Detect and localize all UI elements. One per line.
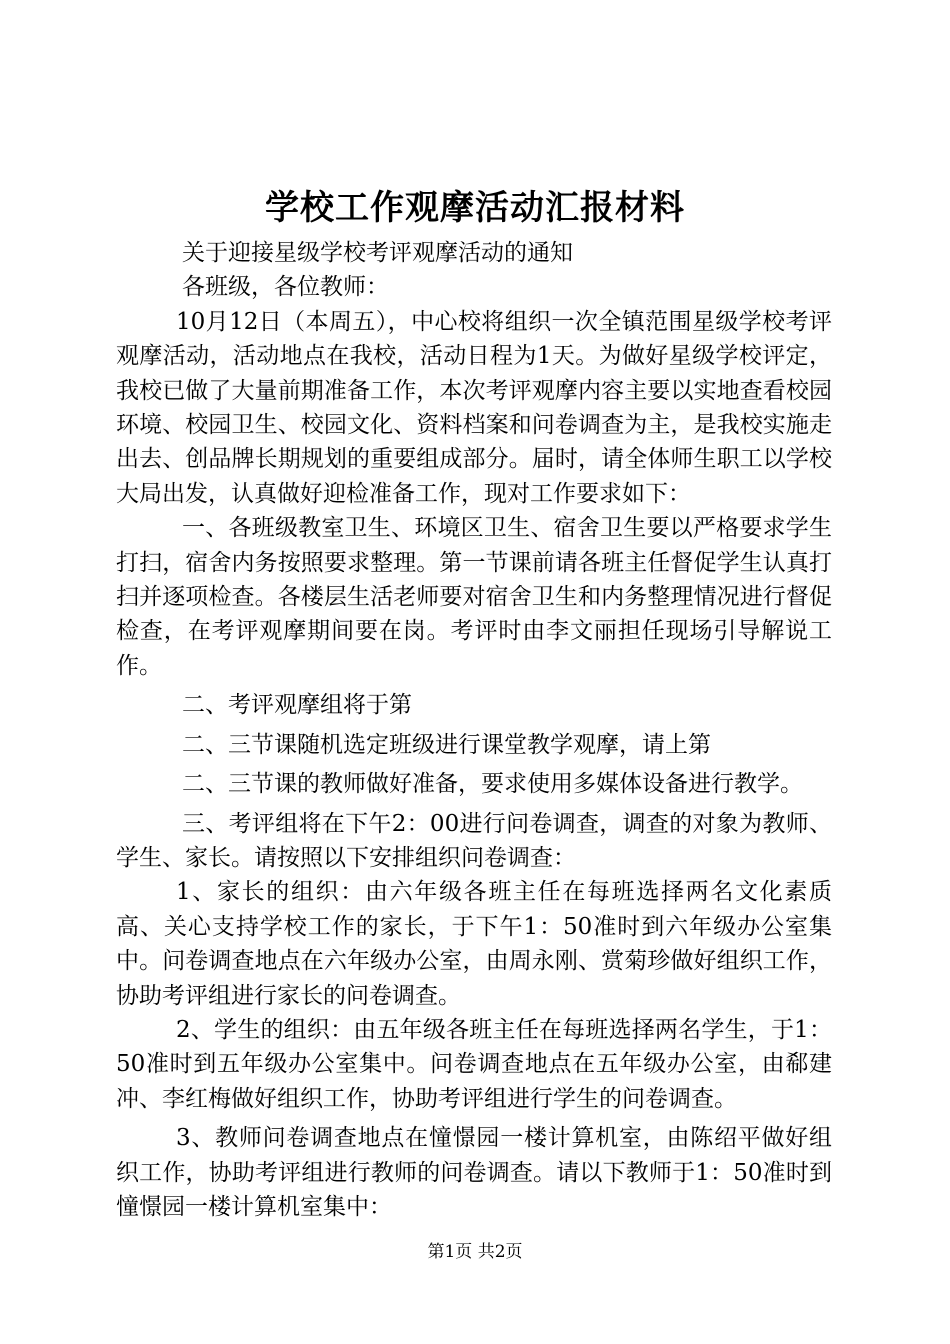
body-paragraph-intro: 10月12日（本周五），中心校将组织一次全镇范围星级学校考评观摩活动，活动地点在我校，活动日程为1天。为做好星级学校评定，我校已做了大量前期准备工作，本次考评观摩内容主要以实地查看校园环境、校园卫生、校园文化、资料档案和问卷调查为主，是我校实施走出去、创品牌长期规划的重要组成部分。届时，请全体师生职工以学校大局出发，认真做好迎检准备工作，现对工作要求如下： xyxy=(116,308,832,507)
document-body xyxy=(116,236,832,1224)
page-indicator: 第1页 共2页 xyxy=(427,1242,523,1262)
body-paragraph-item-2b: 二、三节课随机选定班级进行课堂教学观摩，请上第 xyxy=(182,731,711,758)
body-paragraph-item-2a: 二、考评观摩组将于第 xyxy=(182,692,412,719)
body-paragraph-parents: 1、家长的组织：由六年级各班主任在每班选择两名文化素质高、关心支持学校工作的家长，于下午1：50准时到六年级办公室集中。问卷调查地点在六年级办公室，由周永刚、赏菊珍做好组织工作，协助考评组进行家长的问卷调查。 xyxy=(116,879,832,1009)
body-paragraph-item-1: 一、各班级教室卫生、环境区卫生、宿舍卫生要以严格要求学生打扫，宿舍内务按照要求整理。第一节课前请各班主任督促学生认真打扫并逐项检查。各楼层生活老师要对宿舍卫生和内务整理情况进行督促检查，在考评观摩期间要在岗。考评时由李文丽担任现场引导解说工作。 xyxy=(116,515,832,679)
body-paragraph-item-3: 三、考评组将在下午2：00进行问卷调查，调查的对象为教师、学生、家长。请按照以下安排组织问卷调查： xyxy=(116,810,832,871)
body-paragraph-students: 2、学生的组织：由五年级各班主任在每班选择两名学生，于1：50准时到五年级办公室集中。问卷调查地点在五年级办公室，由郗建冲、李红梅做好组织工作，协助考评组进行学生的问卷调查。 xyxy=(116,1016,832,1112)
document-title: 学校工作观摩活动汇报材料 xyxy=(265,188,685,228)
body-paragraph-item-2c: 二、三节课的教师做好准备，要求使用多媒体设备进行教学。 xyxy=(182,771,803,798)
salutation: 各班级，各位教师： xyxy=(182,274,389,301)
body-paragraph-teachers: 3、教师问卷调查地点在憧憬园一楼计算机室，由陈绍平做好组织工作，协助考评组进行教师的问卷调查。请以下教师于1：50准时到憧憬园一楼计算机室集中： xyxy=(116,1125,832,1220)
notice-heading: 关于迎接星级学校考评观摩活动的通知 xyxy=(182,240,573,266)
